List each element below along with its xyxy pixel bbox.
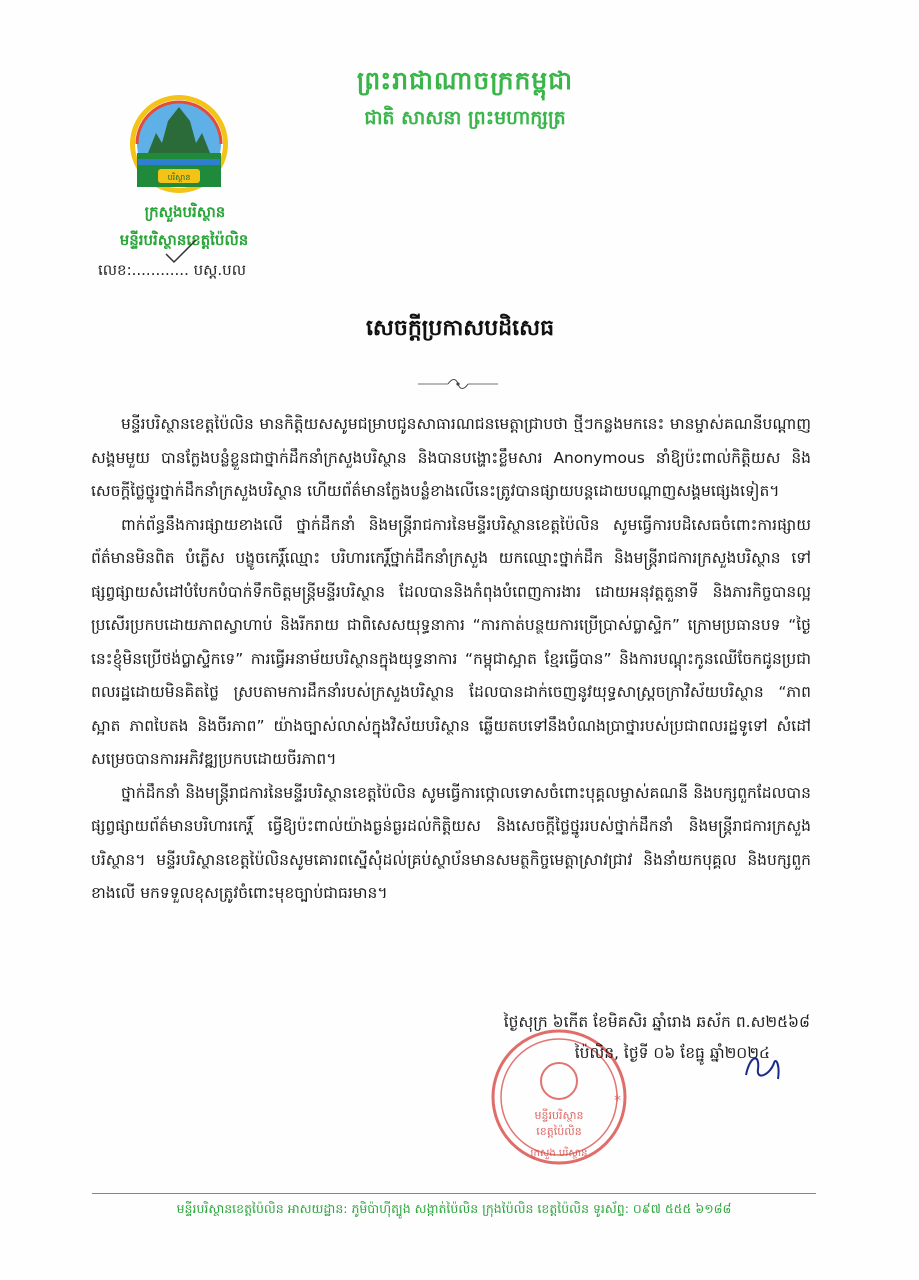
paragraph: ថ្នាក់ដឹកនាំ និងមន្ត្រីរាជការនៃមន្ទីរបរិស្ថានខេត្តប៉ៃលិន សូមធ្វើការថ្កោលទោសចំពោះបុគ្គលម្ចាស់គណនី និងបក្សពួកដែលបានផ្សព្វផ្សាយព័ត៌មានបរិហារកេរ្តិ៍ ធ្វើឱ្យប៉ះពាល់យ៉ាងធ្ងន់ធ្ងរដល់កិត្តិយស និងសេចក្ដីថ្លៃថ្នូររបស់ថ្នាក់ដឹកនាំ និងមន្ត្រីរាជការក្រសួងបរិស្ថាន។ មន្ទីរបរិស្ថានខេត្តប៉ៃលិនសូមគោរពស្នើសុំដល់គ្រប់ស្ថាប័នមានសមត្ថកិច្ចមេត្តាស្រាវជ្រាវ និងនាំយកបុគ្គល និងបក្សពួកខាងលើ មកទទួលខុសត្រូវចំពោះមុខច្បាប់ជាធរមាន។: [91, 783, 811, 902]
document-body: [91, 408, 811, 911]
national-motto: ជាតិ សាសនា ព្រះមហាក្សត្រ: [364, 107, 566, 129]
footer-divider: [92, 1193, 816, 1194]
lunar-date: ថ្ងៃសុក្រ ៦កើត ខែមិគសិរ ឆ្នាំរោង ឆស័ក ព.ស២៥៦៨: [503, 1013, 810, 1031]
signature-icon: [740, 1045, 785, 1090]
logo-label: បរិស្ថាន: [167, 173, 191, 182]
stamp-text-1: មន្ទីរបរិស្ថាន: [534, 1109, 584, 1122]
department-name: មន្ទីរបរិស្ថានខេត្តប៉ៃលិន: [119, 231, 249, 249]
ornament-divider-icon: [418, 377, 498, 391]
stamp-text-3: ក្រសួង បរិស្ថាន: [530, 1148, 588, 1159]
stamp-text-2: ខេត្តប៉ៃលិន: [536, 1125, 582, 1138]
document-title: សេចក្ដីប្រកាសបដិសេធ: [365, 316, 555, 341]
paragraph: ពាក់ព័ន្ធនឹងការផ្សាយខាងលើ ថ្នាក់ដឹកនាំ និងមន្ត្រីរាជការនៃមន្ទីរបរិស្ថានខេត្តប៉ៃលិន សូមធ្វើការបដិសេធចំពោះការផ្សាយព័ត៌មានមិនពិត បំភ្លើស បង្ខូចកេរ្តិ៍ឈ្មោះ បរិហារកេរ្តិ៍ថ្នាក់ដឹកនាំក្រសួង យកឈ្មោះថ្នាក់ដឹក និងមន្ត្រីរាជការក្រសួងបរិស្ថាន ទៅផ្សព្វផ្សាយសំដៅបំបែកបំបាក់ទឹកចិត្តមន្ត្រីមន្ទីរបរិស្ថាន ដែលបាននិងកំពុងបំពេញការងារ ដោយអនុវត្តតួនាទី និងភារកិច្ចបានល្អប្រសើរប្រកបដោយភាពស្វាហាប់ និងរីករាយ ជាពិសេសយុទ្ធនាការ “ការកាត់បន្ថយការប្រើប្រាស់ប្លាស្ទិក” ក្រោមប្រធានបទ “ថ្ងៃនេះខ្ញុំមិនប្រើថង់ប្លាស្ទិកទេ” ការធ្វើអនាម័យបរិស្ថានក្នុងយុទ្ធនាការ “កម្ពុជាស្អាត ខ្មែរធ្វើបាន” និងការបណ្ដុះកូនឈើចែកជូនប្រជាពលរដ្ឋដោយមិនគិតថ្លៃ ស្របតាមការដឹកនាំរបស់ក្រសួងបរិស្ថាន ដែលបានដាក់ចេញនូវយុទ្ធសាស្ត្រចក្រាវិស័យបរិស្ថាន “ភាពស្អាត ភាពបៃតង និងចីរភាព” យ៉ាងច្បាស់លាស់ក្នុងវិស័យបរិស្ថាន ឆ្លើយតបទៅនឹងបំណងប្រាថ្នារបស់ប្រជាពលរដ្ឋទូទៅ សំដៅសម្រេចបានការអភិវឌ្ឍប្រកបដោយចីរភាព។: [91, 515, 811, 768]
svg-text:*: *: [614, 1093, 621, 1109]
ministry-name: ក្រសួងបរិស្ថាន: [144, 203, 226, 221]
kingdom-heading: ព្រះរាជាណាចក្រកម្ពុជា: [356, 66, 574, 95]
paragraph: មន្ទីរបរិស្ថានខេត្តប៉ៃលិន មានកិត្តិយសសូមជម្រាបជូនសាធារណជនមេត្តាជ្រាបថា ថ្មីៗកន្លងមកនេះ មានម្ចាស់គណនីបណ្ដាញសង្គមមួយ បានក្លែងបន្លំខ្លួនជាថ្នាក់ដឹកនាំក្រសួងបរិស្ថាន និងបានបង្ហោះខ្លឹមសារ Anonymous នាំឱ្យប៉ះពាល់កិត្តិយស និងសេចក្ដីថ្លៃថ្នូរថ្នាក់ដឹកនាំក្រសួងបរិស្ថាន ហើយព័ត៌មានក្លែងបន្លំខាងលើនេះត្រូវបានផ្សាយបន្តដោយបណ្ដាញសង្គមផ្សេងទៀត។: [91, 415, 811, 500]
reference-number: លេខ:............ បស្ត.បល: [98, 261, 246, 279]
footer-address: មន្ទីរបរិស្ថានខេត្តប៉ៃលិន អាសយដ្ឋាន: ភូមិប៉ាហ៊ីត្បូង សង្កាត់ប៉ៃលិន ក្រុងប៉ៃលិន ខេត្តប៉ៃលិន ទូរស័ព្ទ: ០៩៧ ៥៥៥ ៦១៨៨: [176, 1201, 732, 1216]
ministry-logo-icon: [128, 93, 230, 195]
solar-date: ប៉ៃលិន, ថ្ងៃទី ០៦ ខែធ្នូ ឆ្នាំ២០២៤: [574, 1044, 770, 1062]
